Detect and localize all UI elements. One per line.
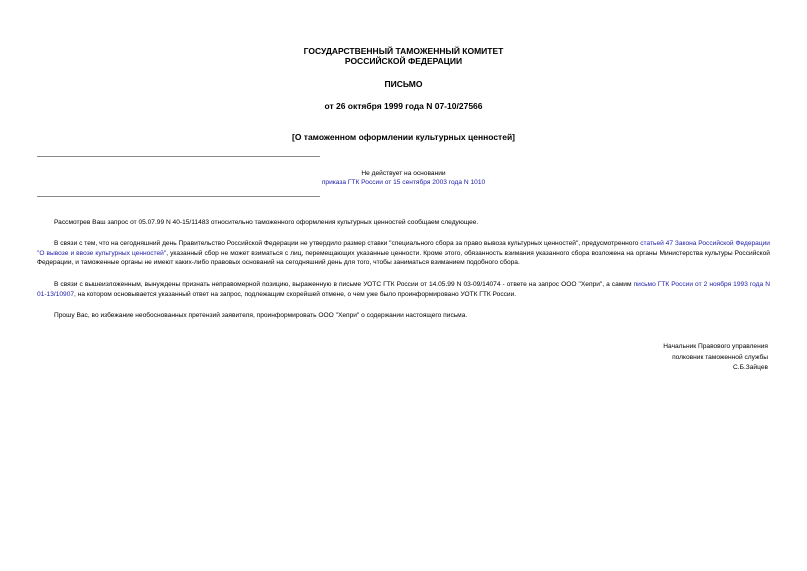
- signature-name: С.Б.Зайцев: [733, 364, 768, 371]
- document-date: от 26 октября 1999 года N 07-10/27566: [324, 101, 483, 111]
- status-note: [0, 169, 807, 187]
- issuer-line-2: РОССИЙСКОЙ ФЕДЕРАЦИИ: [344, 56, 463, 66]
- paragraph-4: Прошу Вас, во избежание необоснованных претензий заявителя, проинформировать ООО "Хепри" о содержании настоящего письма.: [54, 312, 468, 319]
- signature-block: [663, 342, 768, 374]
- signature-position: Начальник Правового управления: [663, 343, 768, 350]
- signature-rank: полковник таможенной службы: [672, 353, 768, 361]
- paragraph-2-text-b: , указанный сбор не может взиматься с лиц, перемещающих указанные ценности. Кроме этого, обязанность взимания указанного сбора возложена на органы Министерства культуры Российской Федерации, и таможенные органы не имеют каких-либо правовых оснований на сегодняшний день для того, чтобы заниматься взиманием подобного сбора.: [37, 249, 770, 266]
- paragraph-3-text-a: В связи с вышеизложенным, вынуждены признать неправомерной позицию, выраженную в письме УОТС ГТК России от 14.05.99 N 03-09/14074 - ответе на запрос ООО "Хепри", а самим: [54, 281, 634, 288]
- status-text: Не действует на основании: [361, 170, 446, 177]
- document-type: ПИСЬМО: [384, 79, 423, 89]
- paragraph-3-text-b: , на котором основывается указанный ответ на запрос, подлежащим скорейшей отмене, о чем уже было проинформировано УОТК ГТК России.: [74, 290, 517, 298]
- status-link[interactable]: приказа ГТК России от 15 сентября 2003 года N 1010: [321, 179, 486, 186]
- paragraph-2-text-a: В связи с тем, что на сегодняшний день Правительство Российской Федерации не утвердило размер ставки "специального сбора за право вывоза культурных ценностей", предусмотренного: [54, 240, 641, 247]
- gtk-letter-link[interactable]: письмо ГТК России от 2 ноября 1993 года N 01-13/10907: [37, 281, 770, 298]
- divider-bottom: [37, 196, 320, 197]
- law-article-link[interactable]: статьей 47 Закона Российской Федерации "О вывозе и ввозе культурных ценностей": [37, 240, 770, 257]
- issuer-name: [0, 46, 807, 66]
- paragraph-3: [37, 280, 770, 299]
- divider-top: [37, 156, 320, 157]
- document-title: [О таможенном оформлении культурных ценностей]: [291, 132, 515, 142]
- paragraph-1: Рассмотрев Ваш запрос от 05.07.99 N 40-15/11483 относительно таможенного оформления культурных ценностей сообщаем следующее.: [54, 219, 479, 226]
- issuer-line-1: ГОСУДАРСТВЕННЫЙ ТАМОЖЕННЫЙ КОМИТЕТ: [303, 46, 504, 56]
- paragraph-2: [37, 239, 770, 268]
